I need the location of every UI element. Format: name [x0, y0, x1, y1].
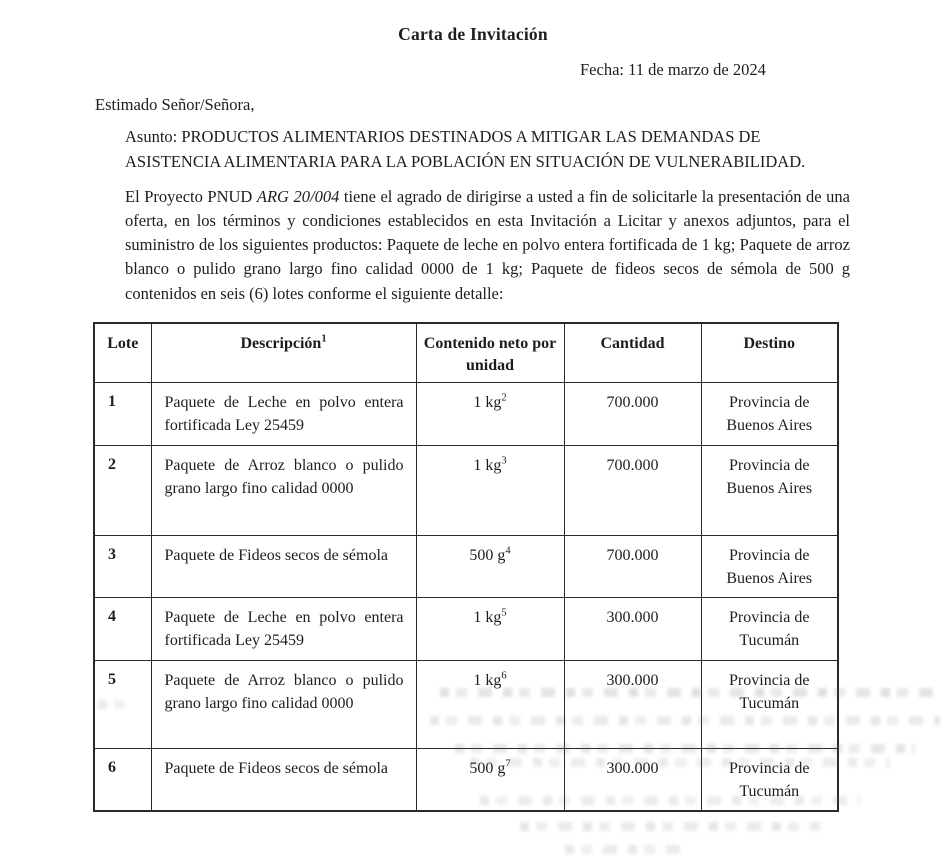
lote-cell: 3 [94, 536, 151, 598]
table-row [94, 598, 838, 661]
header-descripcion: Descripción$^1$ [151, 323, 416, 383]
contenido-cell: 1 kg$^6$ [416, 661, 564, 749]
footnote-marker: 3 [501, 455, 507, 467]
table-row [94, 536, 838, 598]
contenido-cell: 1 kg$^3$ [416, 446, 564, 536]
destino-cell: Provincia de Buenos Aires [701, 446, 838, 536]
salutation: Estimado Señor/Señora, [95, 95, 255, 114]
destino-cell: Provincia de Tucumán [701, 749, 838, 811]
contenido-cell: 500 g$^7$ [416, 749, 564, 811]
footnote-marker: 5 [501, 607, 507, 619]
destino-cell: Provincia de Tucumán [701, 598, 838, 661]
table-row [94, 383, 838, 446]
subject-paragraph: Asunto: PRODUCTOS ALIMENTARIOS DESTINADOS A MITIGAR LAS DEMANDAS DE ASISTENCIA ALIMENTARIA PARA LA POBLACIÓN EN SITUACIÓN DE VULNERABILIDAD. [125, 127, 806, 171]
bleed-through-artifact [565, 845, 685, 854]
lote-cell: 1 [94, 383, 151, 446]
document-title: Carta de Invitación [398, 24, 548, 44]
cantidad-cell: 700.000 [564, 446, 701, 536]
lote-cell: 2 [94, 446, 151, 536]
body-paragraph [125, 185, 850, 306]
bleed-through-artifact [520, 822, 820, 831]
footnote-marker: 7 [505, 758, 511, 770]
contenido-cell: 1 kg$^5$ [416, 598, 564, 661]
descripcion-cell: Paquete de Leche en polvo entera fortificada Ley 25459 [151, 383, 416, 446]
header-destino: Destino [701, 323, 838, 383]
header-cantidad: Cantidad [564, 323, 701, 383]
descripcion-cell: Paquete de Fideos secos de sémola [151, 749, 416, 811]
footnote-marker: 4 [505, 545, 511, 557]
lote-cell: 5 [94, 661, 151, 749]
cantidad-cell: 300.000 [564, 598, 701, 661]
destino-cell: Provincia de Tucumán [701, 661, 838, 749]
destino-cell: Provincia de Buenos Aires [701, 383, 838, 446]
project-reference: ARG 20/004 [256, 186, 340, 206]
contenido-cell: 1 kg$^2$ [416, 383, 564, 446]
date-line: Fecha: 11 de marzo de 2024 [580, 60, 766, 79]
lots-table [93, 322, 839, 812]
table-row [94, 661, 838, 749]
cantidad-cell: 300.000 [564, 661, 701, 749]
body-lead: El Proyecto PNUD [125, 186, 253, 206]
footnote-marker: 1 [321, 333, 327, 345]
descripcion-cell: Paquete de Fideos secos de sémola [151, 536, 416, 598]
header-lote: Lote [94, 323, 151, 383]
cantidad-cell: 300.000 [564, 749, 701, 811]
cantidad-cell: 700.000 [564, 536, 701, 598]
header-contenido: Contenido neto por unidad [416, 323, 564, 383]
body-rest: tiene el agrado de dirigirse a usted a fin de solicitarle la presentación de una oferta, en los términos y condiciones establecidos en esta Invitación a Licitar y anexos adjuntos, para el suministro de los siguientes productos: Paquete de leche en polvo entera fortificada de 1 kg; Paquete de arroz blanco o pulido grano largo fino calidad 0000 de 1 kg; Paquete de fideos secos de sémola de 500 g contenidos en seis (6) lotes conforme el siguiente detalle: [125, 186, 850, 303]
footnote-marker: 6 [501, 670, 507, 682]
table-header-row [94, 323, 838, 383]
footnote-marker: 2 [501, 392, 507, 404]
table-row [94, 749, 838, 811]
destino-cell: Provincia de Buenos Aires [701, 536, 838, 598]
contenido-cell: 500 g$^4$ [416, 536, 564, 598]
table-row [94, 446, 838, 536]
descripcion-cell: Paquete de Arroz blanco o pulido grano largo fino calidad 0000 [151, 661, 416, 749]
descripcion-cell: Paquete de Leche en polvo entera fortificada Ley 25459 [151, 598, 416, 661]
cantidad-cell: 700.000 [564, 383, 701, 446]
descripcion-cell: Paquete de Arroz blanco o pulido grano largo fino calidad 0000 [151, 446, 416, 536]
lote-cell: 6 [94, 749, 151, 811]
lote-cell: 4 [94, 598, 151, 661]
